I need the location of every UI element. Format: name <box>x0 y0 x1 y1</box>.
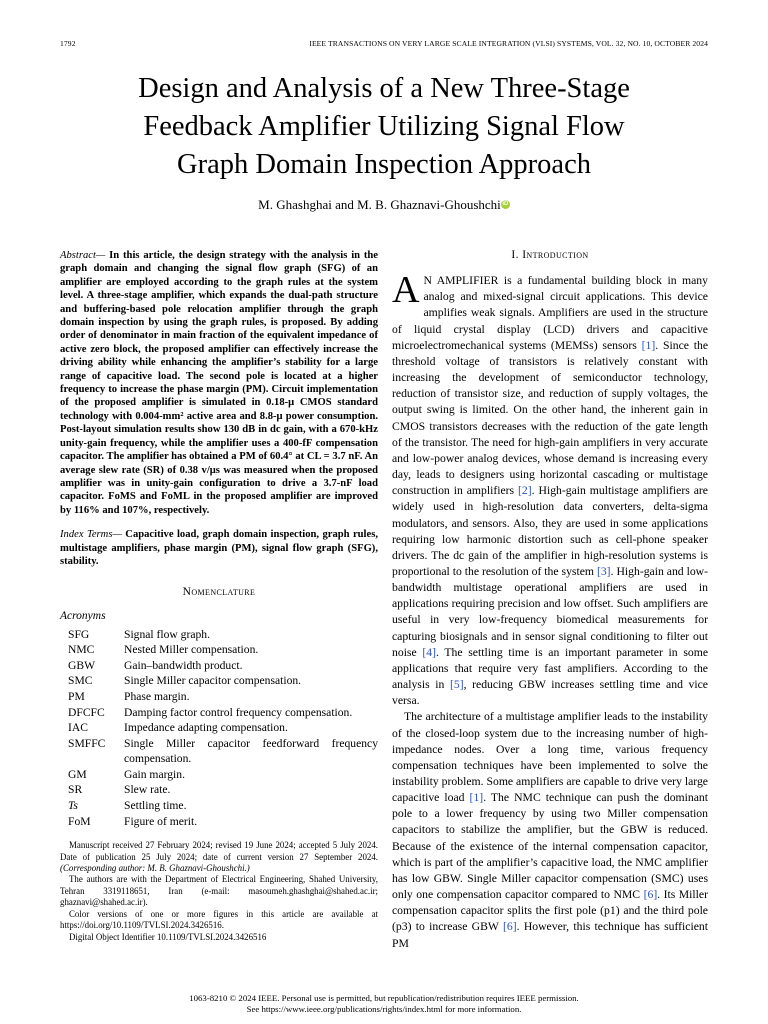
citation-5[interactable]: [5] <box>449 678 464 692</box>
manuscript-dates: Manuscript received 27 February 2024; revised 19 June 2024; accepted 5 July 2024. Date of publication 25 July 2024; date of current version 27 September 2024. <box>60 840 378 862</box>
p2-text-c: . Its Miller compensation capacitor splits the first pole (p1) and the third pole (p3) to increase GBW <box>392 888 709 934</box>
citation-1[interactable]: [1] <box>641 338 656 352</box>
corresponding-author: (Corresponding author: M. B. Ghaznavi-Ghoushchi.) <box>60 863 250 874</box>
nomenclature-definition: Impedance adapting compensation. <box>124 721 288 735</box>
p1-text-e: . The settling time is an important parameter in some applications that require very fast amplifiers. According to the analysis in <box>392 645 708 692</box>
citation-2[interactable]: [2] <box>518 484 532 498</box>
copyright-line: 1063-8210 © 2024 IEEE. Personal use is permitted, but republication/redistribution requires IEEE permission. <box>189 993 579 1003</box>
p2-text-b: . The NMC technique can push the dominant pole to a lower frequency by using two Miller compensation capacitors to stabilize the amplifier, but the GBW is reduced. Because of the existence of the internal compensation capacitor, which is part of the amplifier’s capacitive load, the NMC amplifier has low GBW. Single Miller capacitor compensation (SMC) uses only one compensation capacitor compared to NMC <box>392 791 708 902</box>
title-line-2: Feedback Amplifier Utilizing Signal Flow <box>143 111 625 142</box>
nomenclature-row <box>68 689 378 705</box>
acronyms-subheading: Acronyms <box>60 610 106 623</box>
nomenclature-row <box>68 767 378 783</box>
p1-text-b: . Since the threshold voltage of transistors is relatively constant with increasing the development of semiconductor technology, reduction of transistor size, and reduction of supply voltages, the output swing is limited. On the other hand, the inherent gain in CMOS transistors decreases with the reduction of the gate length of the transistor. The need for high-gain amplifiers in very accurate and low-power analog devices, whose demand is increasing every day, leads to designers using horizontal cascading or multistage construction in amplifiers <box>392 338 709 498</box>
nomenclature-definition: Single Miller capacitor compensation. <box>124 674 302 688</box>
affiliation-note: The authors are with the Department of Electrical Engineering, Shahed University, Tehran 3319118651, Iran (e-mail: masoumeh.ghashghai@shahed.ac.ir; ghaznavi@shahed.ac.ir). <box>60 874 378 908</box>
page-number: 1792 <box>60 39 76 48</box>
nomenclature-term: NMC <box>68 643 95 657</box>
nomenclature-definition: Gain margin. <box>124 767 185 781</box>
intro-heading <box>392 247 708 263</box>
footnotes <box>60 840 378 943</box>
nomenclature-heading: Nomenclature <box>182 586 256 599</box>
nomenclature-term: SFG <box>68 627 90 641</box>
abstract-label: Abstract— <box>60 250 106 261</box>
intro-heading-number: I. <box>511 249 519 261</box>
intro-paragraph-2 <box>392 709 708 951</box>
orcid-icon[interactable]: iD <box>502 201 509 207</box>
nomenclature-term: GBW <box>68 658 96 672</box>
nomenclature-row <box>68 782 378 798</box>
p2-text-a: The architecture of a multistage amplifier leads to the instability of the closed-loop system due to the increasing number of high-impedance nodes. Over a long time, various frequency compensation techniques have been implemented to solve the instability problem. Some amplifiers are capable to drive very large capacitive load <box>392 710 708 805</box>
left-column <box>60 249 378 943</box>
nomenclature-row <box>68 627 378 643</box>
nomenclature-definition: Single Miller capacitor feedforward frequency compensation. <box>124 736 378 766</box>
nomenclature-definition: Nested Miller compensation. <box>124 643 259 657</box>
index-terms-label: Index Terms— <box>60 529 122 541</box>
index-terms <box>60 528 378 568</box>
intro-heading-text: Introduction <box>522 249 589 261</box>
p1-text-a: N AMPLIFIER is a fundamental building block in many analog and mixed-signal circuit applications. This device amplifies weak signals. Amplifiers are used in the structure of liquid crystal display (LCD) drivers and capacitive microelectromechanical systems (MEMSs) sensors <box>392 274 708 352</box>
nomenclature-term: FoM <box>68 814 91 828</box>
authors: M. Ghashghai and M. B. Ghaznavi-Ghoushchi <box>258 197 501 212</box>
nomenclature-term: Ts <box>68 799 78 813</box>
nomenclature-definition: Signal flow graph. <box>124 627 210 641</box>
p1-text-d: . High-gain and low-bandwidth multistage operational amplifiers are used in applications requiring precision and low offset. Such amplifiers are useful in very low-frequency biomedical measurements for capturing biosignals and in sensor signal conditioning to filter out noise <box>392 564 708 659</box>
nomenclature-definition: Phase margin. <box>124 689 190 703</box>
nomenclature-row <box>68 720 378 736</box>
rights-link-line: See https://www.ieee.org/publications/rights/index.html for more information. <box>246 1004 522 1015</box>
nomenclature-row <box>68 736 378 767</box>
p1-text-c: . High-gain multistage amplifiers are widely used in high-resolution data converters, delta-sigma modulators, and sensors. Also, they are used in some applications requiring low harmonic distortion such as cell-phone speaker drivers. The dc gain of the amplifier in high-resolution systems is proportional to the resolution of the system <box>392 484 708 578</box>
doi-note: Digital Object Identifier 10.1109/TVLSI.2024.3426516 <box>69 931 267 942</box>
nomenclature-table <box>68 627 378 830</box>
nomenclature-row <box>68 814 378 830</box>
index-terms-text: Capacitive load, graph domain inspection, graph rules, multistage amplifiers, phase margin (PM), signal flow graph (SFG), stability. <box>60 529 378 567</box>
nomenclature-definition: Settling time. <box>124 799 187 813</box>
author-line <box>60 197 708 213</box>
nomenclature-term: SR <box>68 783 83 797</box>
citation-7[interactable]: [6] <box>643 888 658 902</box>
citation-8[interactable]: [6] <box>502 920 517 934</box>
paper-title <box>60 70 708 184</box>
color-note: Color versions of one or more figures in this article are available at https://doi.org/10.1109/TVLSI.2024.3426516. <box>60 908 378 931</box>
journal-header: IEEE TRANSACTIONS ON VERY LARGE SCALE INTEGRATION (VLSI) SYSTEMS, VOL. 32, NO. 10, OCTOBER 2024 <box>309 39 708 48</box>
drop-cap: A <box>392 269 420 312</box>
abstract-text: In this article, the design strategy with the analysis in the graph domain and changing the signal flow graph (SFG) of an amplifier are employed according to the graph rules at the system level. A three-stage amplifier, which expands the dual-path structure and buffering-based pole relocation amplifier through the graph domain inspection by using the graph rules, is proposed. By adding order of denominator in main fraction of the equivalent impedance of active zero block, the proposed amplifier can effectively increase the driving ability while enhancing the amplifier’s stability for a large range of capacitive load. The second pole is located at a higher frequency to increase the phase margin (PM). Circuit implementation of the proposed amplifier is simulated in 0.18-μ CMOS standard technology with 0.004-mm² active area and 8.8-μ power consumption. Post-layout simulation results show 130 dB in dc gain, with a 670-kHz unity-gain frequency, while the amplifier uses a 400-fF compensation capacitor. The amplifier has obtained a PM of 60.4° at CL = 3.7 nF. An average slew rate (SR) of 0.38 v/μs was measured when the proposed amplifier was in unity-gain configuration to drive a 3.7-nF load capacitor. FoMS and FoML in the proposed amplifier are improved by 116% and 107%, respectively. <box>60 250 378 516</box>
title-line-3: Graph Domain Inspection Approach <box>177 149 591 180</box>
p2-text-d: . However, this technique has sufficient PM <box>392 920 708 950</box>
nomenclature-term: PM <box>68 689 85 703</box>
nomenclature-definition: Slew rate. <box>124 783 171 797</box>
citation-6[interactable]: [1] <box>469 791 484 805</box>
nomenclature-term: IAC <box>68 721 88 735</box>
intro-paragraph-1 <box>392 269 709 709</box>
abstract <box>60 249 378 517</box>
nomenclature-definition: Gain–bandwidth product. <box>124 658 243 672</box>
nomenclature-term: GM <box>68 767 87 781</box>
manuscript-note <box>60 840 378 874</box>
nomenclature-term: SMC <box>68 674 93 688</box>
nomenclature-definition: Figure of merit. <box>124 814 198 828</box>
right-column <box>392 247 708 952</box>
nomenclature-term: DFCFC <box>68 705 105 719</box>
nomenclature-term: SMFFC <box>68 736 106 750</box>
title-line-1: Design and Analysis of a New Three-Stage <box>138 73 630 104</box>
nomenclature-row <box>68 705 378 721</box>
copyright-footer <box>60 993 708 1016</box>
nomenclature-row <box>68 673 378 689</box>
nomenclature-row <box>68 642 378 658</box>
p1-text-f: , reducing GBW increases settling time and vice versa. <box>392 678 708 708</box>
citation-4[interactable]: [4] <box>422 645 436 659</box>
nomenclature-row <box>68 658 378 674</box>
nomenclature-row <box>68 798 378 814</box>
nomenclature-definition: Damping factor control frequency compensation. <box>124 705 353 719</box>
citation-3[interactable]: [3] <box>596 564 611 578</box>
